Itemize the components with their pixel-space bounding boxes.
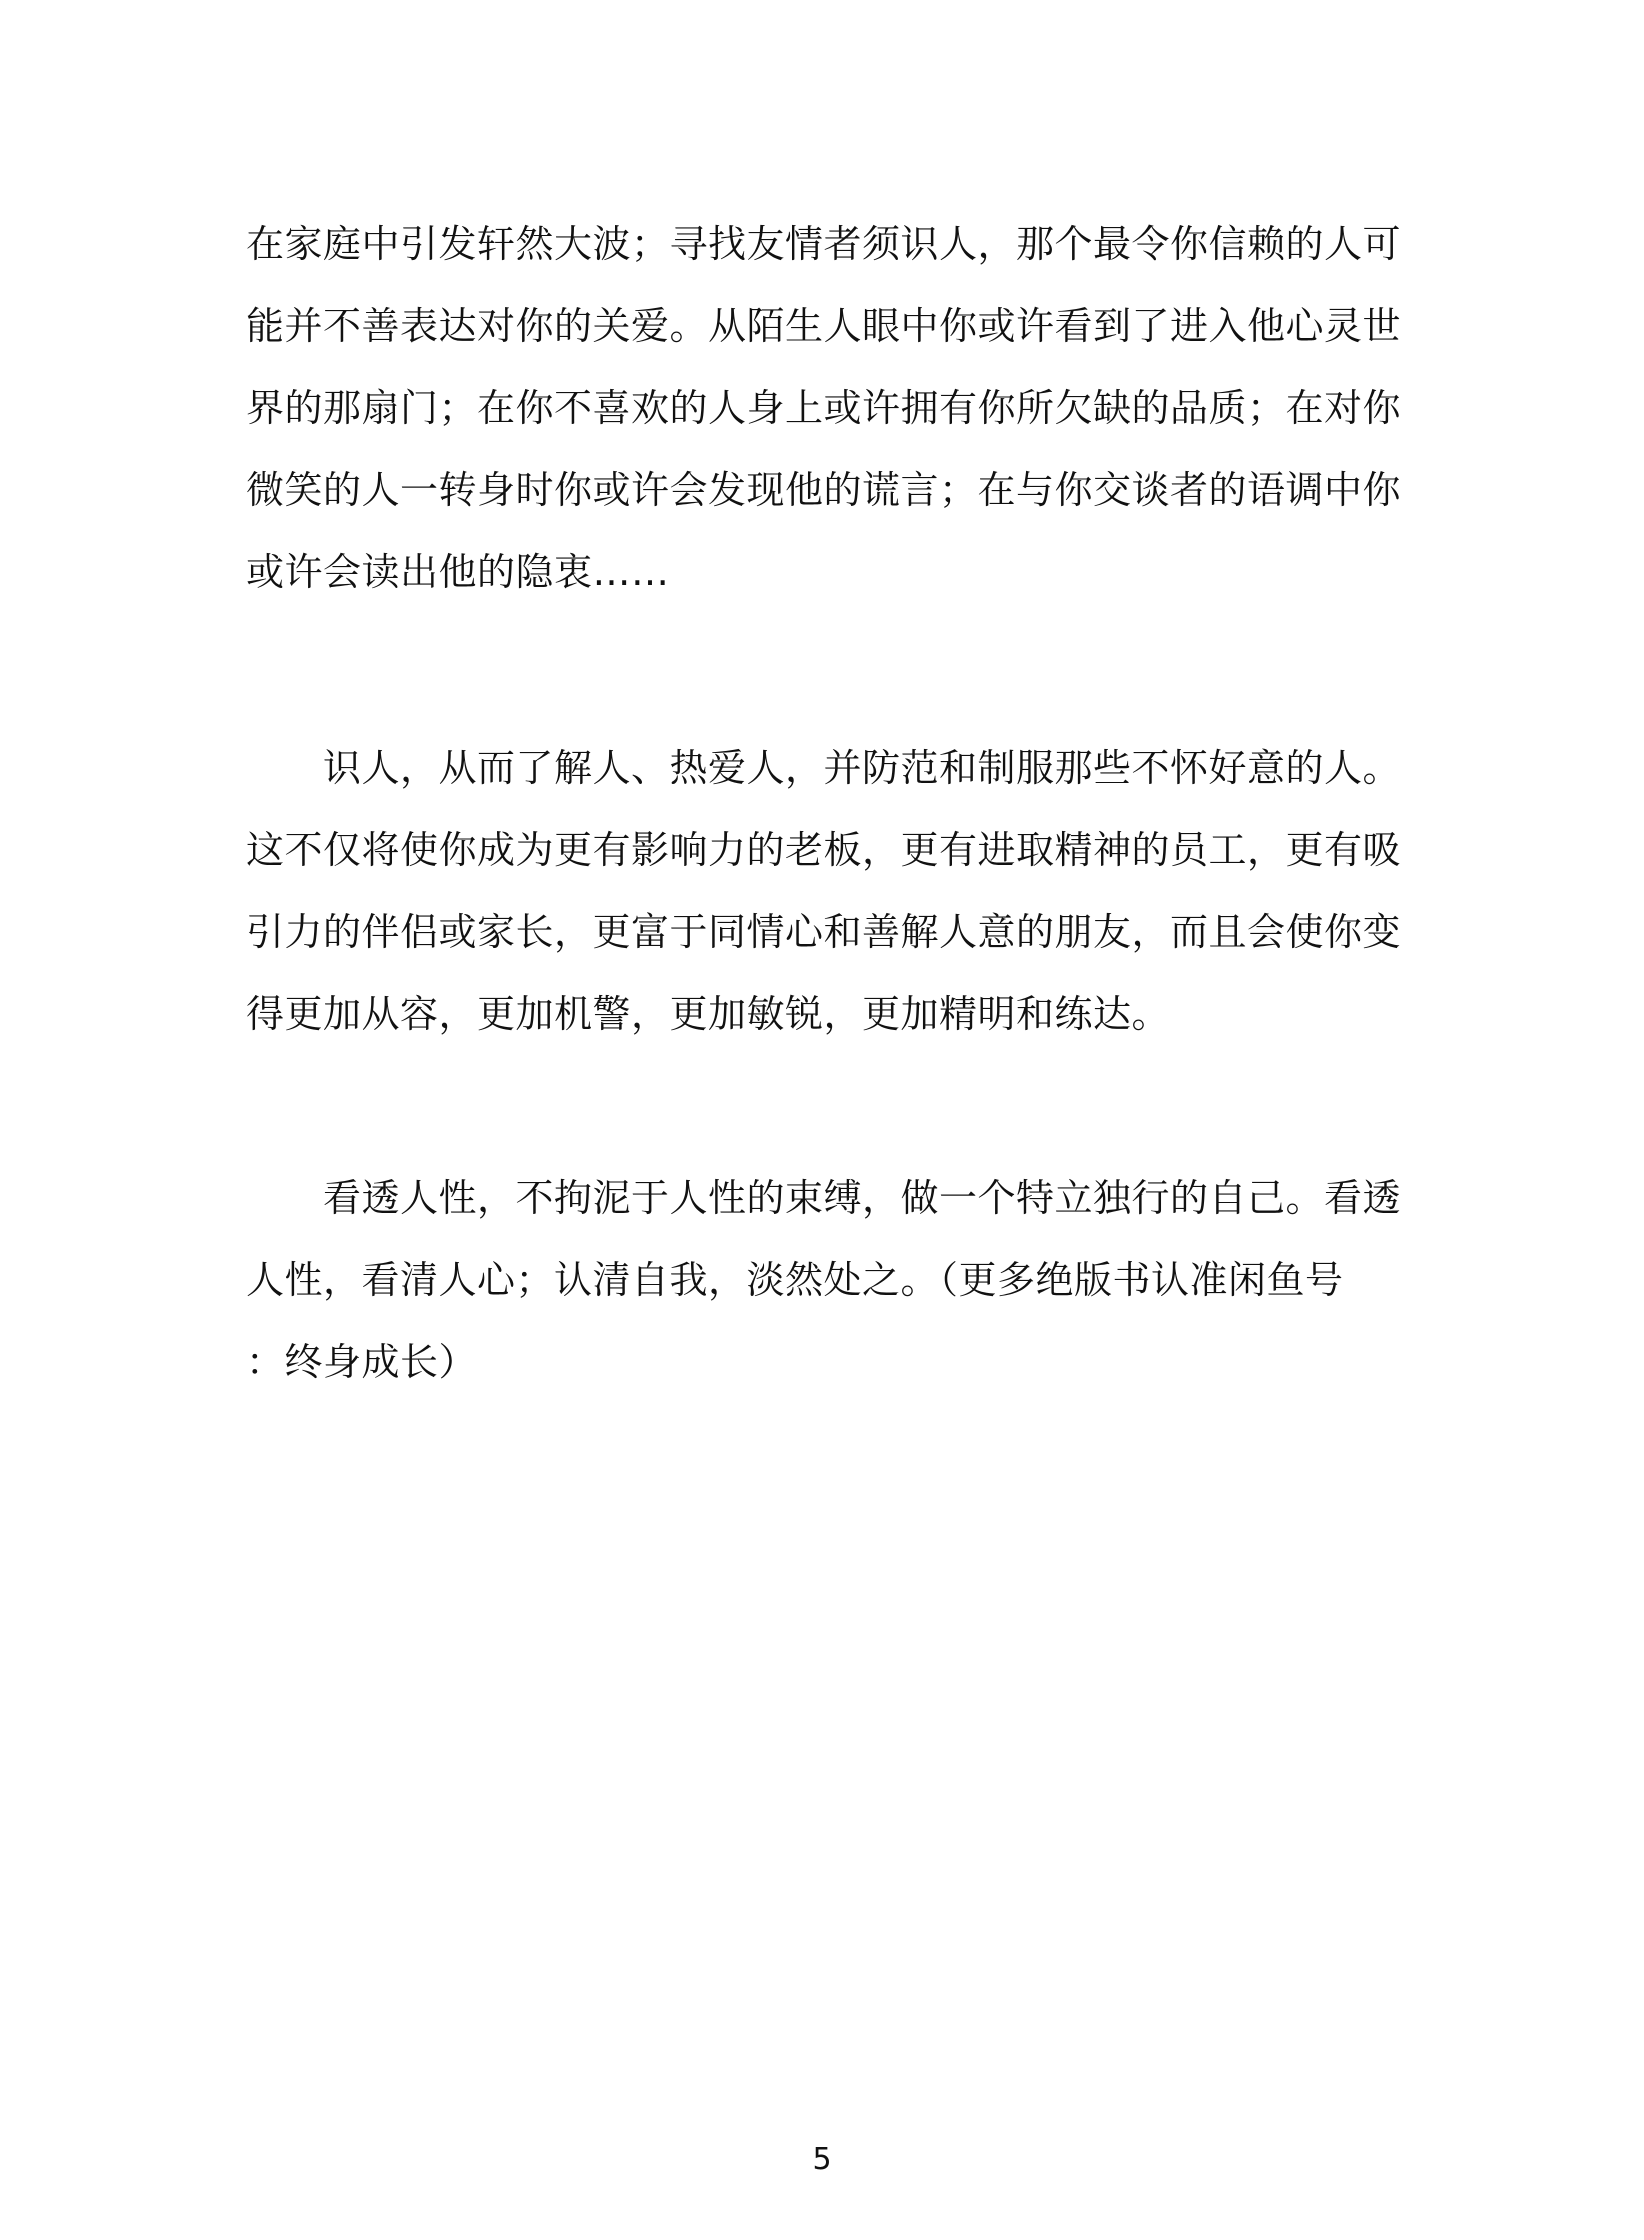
paragraph-line: 在家庭中引发轩然大波；寻找友情者须识人，那个最令你信赖的人可 [246, 222, 1402, 266]
paragraph-line: 微笑的人一转身时你或许会发现他的谎言；在与你交谈者的语调中你 [246, 468, 1402, 512]
paragraph-3 [246, 1157, 1406, 1403]
paragraph-line: 或许会读出他的隐衷…… [246, 550, 670, 594]
paragraph-line: 这不仅将使你成为更有影响力的老板，更有进取精神的员工，更有吸 [246, 828, 1402, 872]
paragraph-line: 人性，看清人心；认清自我，淡然处之。（更多绝版书认准闲鱼号 [246, 1258, 1344, 1302]
paragraph-line: 引力的伴侣或家长，更富于同情心和善解人意的朋友，而且会使你变 [246, 910, 1402, 954]
paragraph-line: 得更加从容，更加机警，更加敏锐，更加精明和练达。 [246, 992, 1171, 1036]
paragraph-line: 看透人性，不拘泥于人性的束缚，做一个特立独行的自己。看透 [246, 1176, 1402, 1220]
paragraph-1 [246, 203, 1406, 613]
paragraph-line: 能并不善表达对你的关爱。从陌生人眼中你或许看到了进入他心灵世 [246, 304, 1402, 348]
paragraph-line: ：终身成长） [246, 1340, 478, 1384]
page-number: 5 [812, 2142, 832, 2177]
paragraph-line: 识人，从而了解人、热爱人，并防范和制服那些不怀好意的人。 [246, 746, 1402, 790]
paragraph-line: 界的那扇门；在你不喜欢的人身上或许拥有你所欠缺的品质；在对你 [246, 386, 1402, 430]
paragraph-2 [246, 727, 1406, 1055]
